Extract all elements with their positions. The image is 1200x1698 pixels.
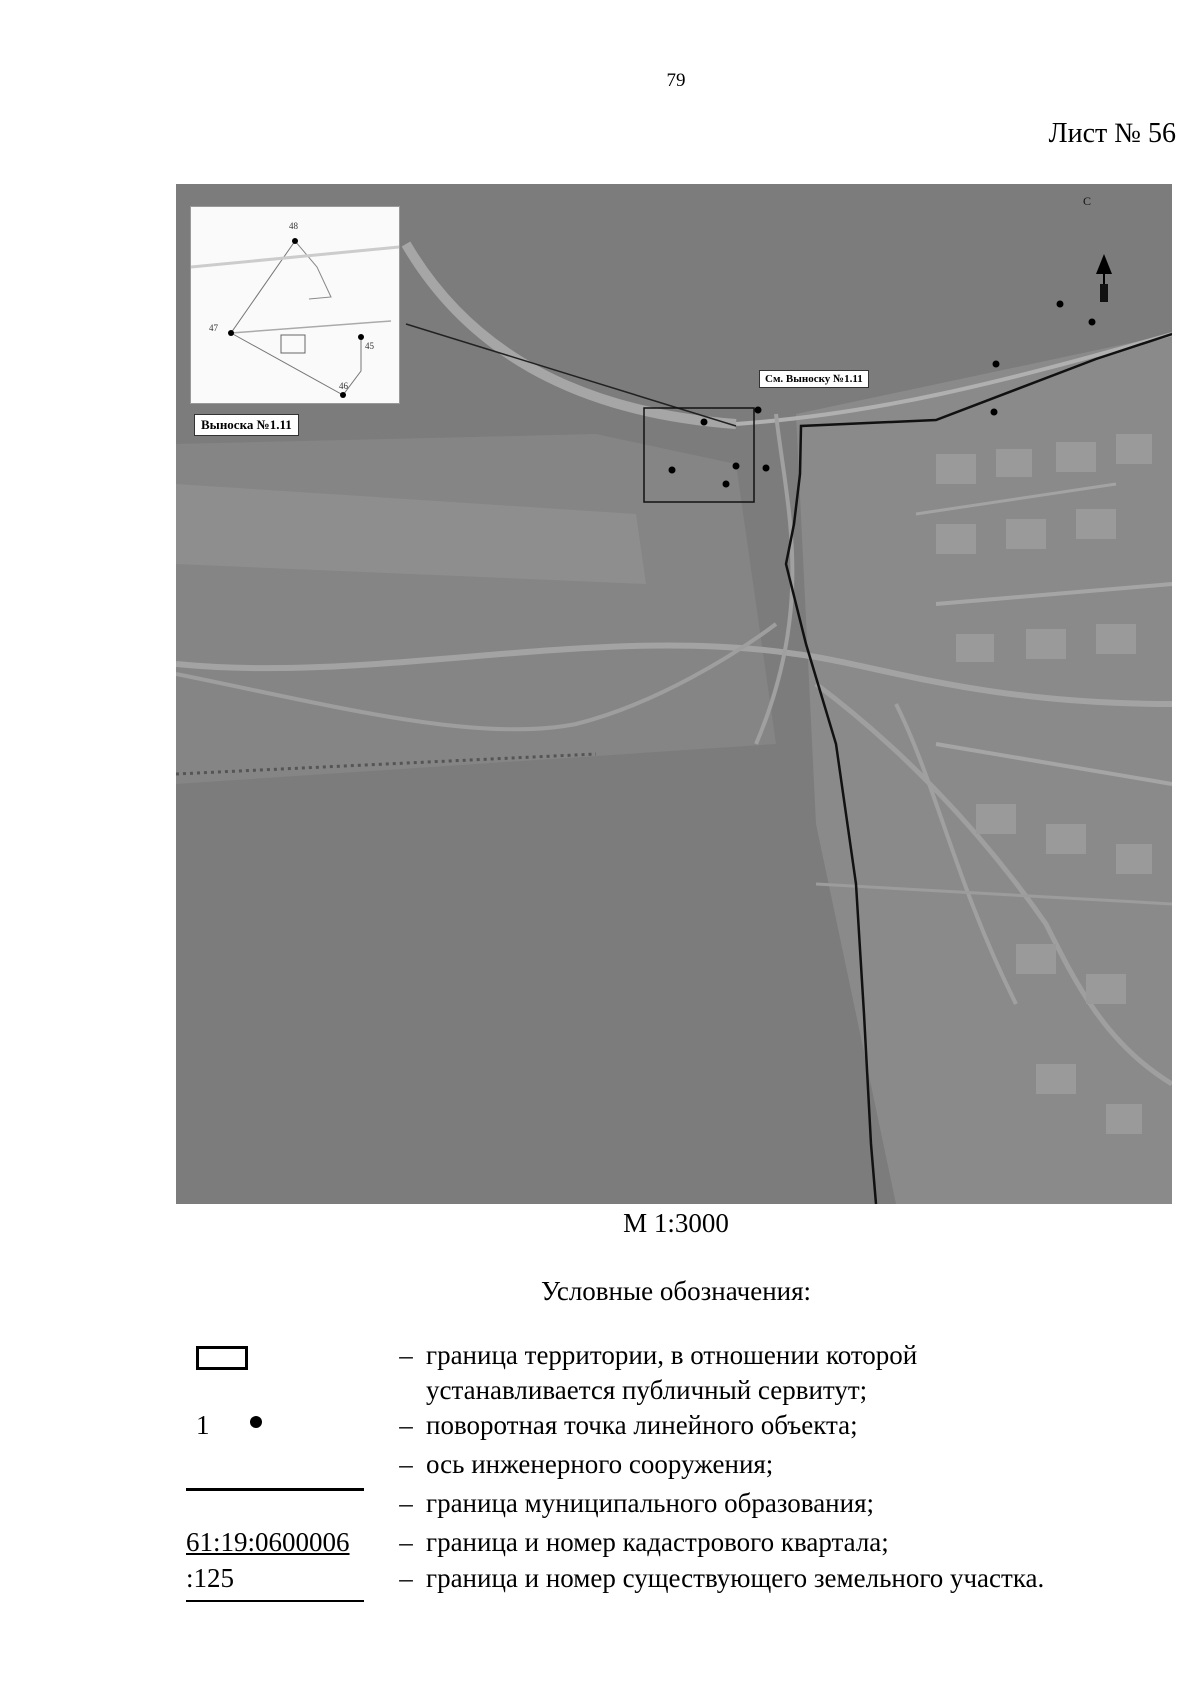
legend-dash: – <box>399 1340 413 1370</box>
legend-text: ось инженерного сооружения; <box>426 1449 774 1479</box>
legend-item <box>186 1525 1166 1561</box>
north-label: С <box>1083 194 1092 208</box>
inset-point-label: 47 <box>209 323 218 333</box>
turning-point-symbol <box>250 1416 262 1428</box>
legend-text: граница муниципального образования; <box>426 1488 875 1518</box>
cadastral-quarter-number: 61:19:0600006 <box>186 1527 350 1557</box>
legend-dash: – <box>399 1488 413 1518</box>
legend-item <box>186 1447 1166 1486</box>
inset-point-label: 45 <box>365 341 374 351</box>
legend-dash: – <box>399 1563 413 1593</box>
legend-text: граница и номер существующего земельного участка. <box>426 1563 1045 1593</box>
inset-drawing <box>191 207 399 403</box>
map-scale: М 1:3000 <box>623 1208 729 1238</box>
point-number: 1 <box>196 1410 210 1440</box>
map-image <box>176 184 1172 1204</box>
servitude-boundary-symbol <box>196 1346 248 1370</box>
legend-title: Условные обозначения: <box>540 1276 812 1306</box>
inset-map <box>190 206 400 404</box>
legend-dash: – <box>399 1527 413 1557</box>
legend-dash: – <box>399 1410 413 1440</box>
legend-item <box>186 1486 1166 1525</box>
land-plot-number: :125 <box>186 1563 235 1593</box>
legend <box>186 1338 1166 1600</box>
sheet-label: Лист № 56 <box>1048 118 1176 149</box>
legend-item <box>186 1408 1166 1447</box>
inset-point-label: 46 <box>339 381 348 391</box>
legend-item <box>186 1338 1166 1408</box>
inset-label: Выноска №1.11 <box>194 414 299 436</box>
inset-point-label: 48 <box>289 221 298 231</box>
legend-text: граница и номер кадастрового квартала; <box>426 1527 889 1557</box>
land-plot-boundary-symbol <box>186 1600 364 1602</box>
legend-dash: – <box>399 1449 413 1479</box>
municipal-boundary-symbol <box>186 1488 364 1491</box>
legend-item <box>186 1561 1166 1600</box>
legend-text: устанавливается публичный сервитут; <box>426 1375 868 1405</box>
callout-label: См. Выноску №1.11 <box>759 370 869 388</box>
legend-text: граница территории, в отношении которой <box>426 1340 918 1370</box>
legend-text: поворотная точка линейного объекта; <box>426 1410 858 1440</box>
page-number: 79 <box>666 70 686 91</box>
